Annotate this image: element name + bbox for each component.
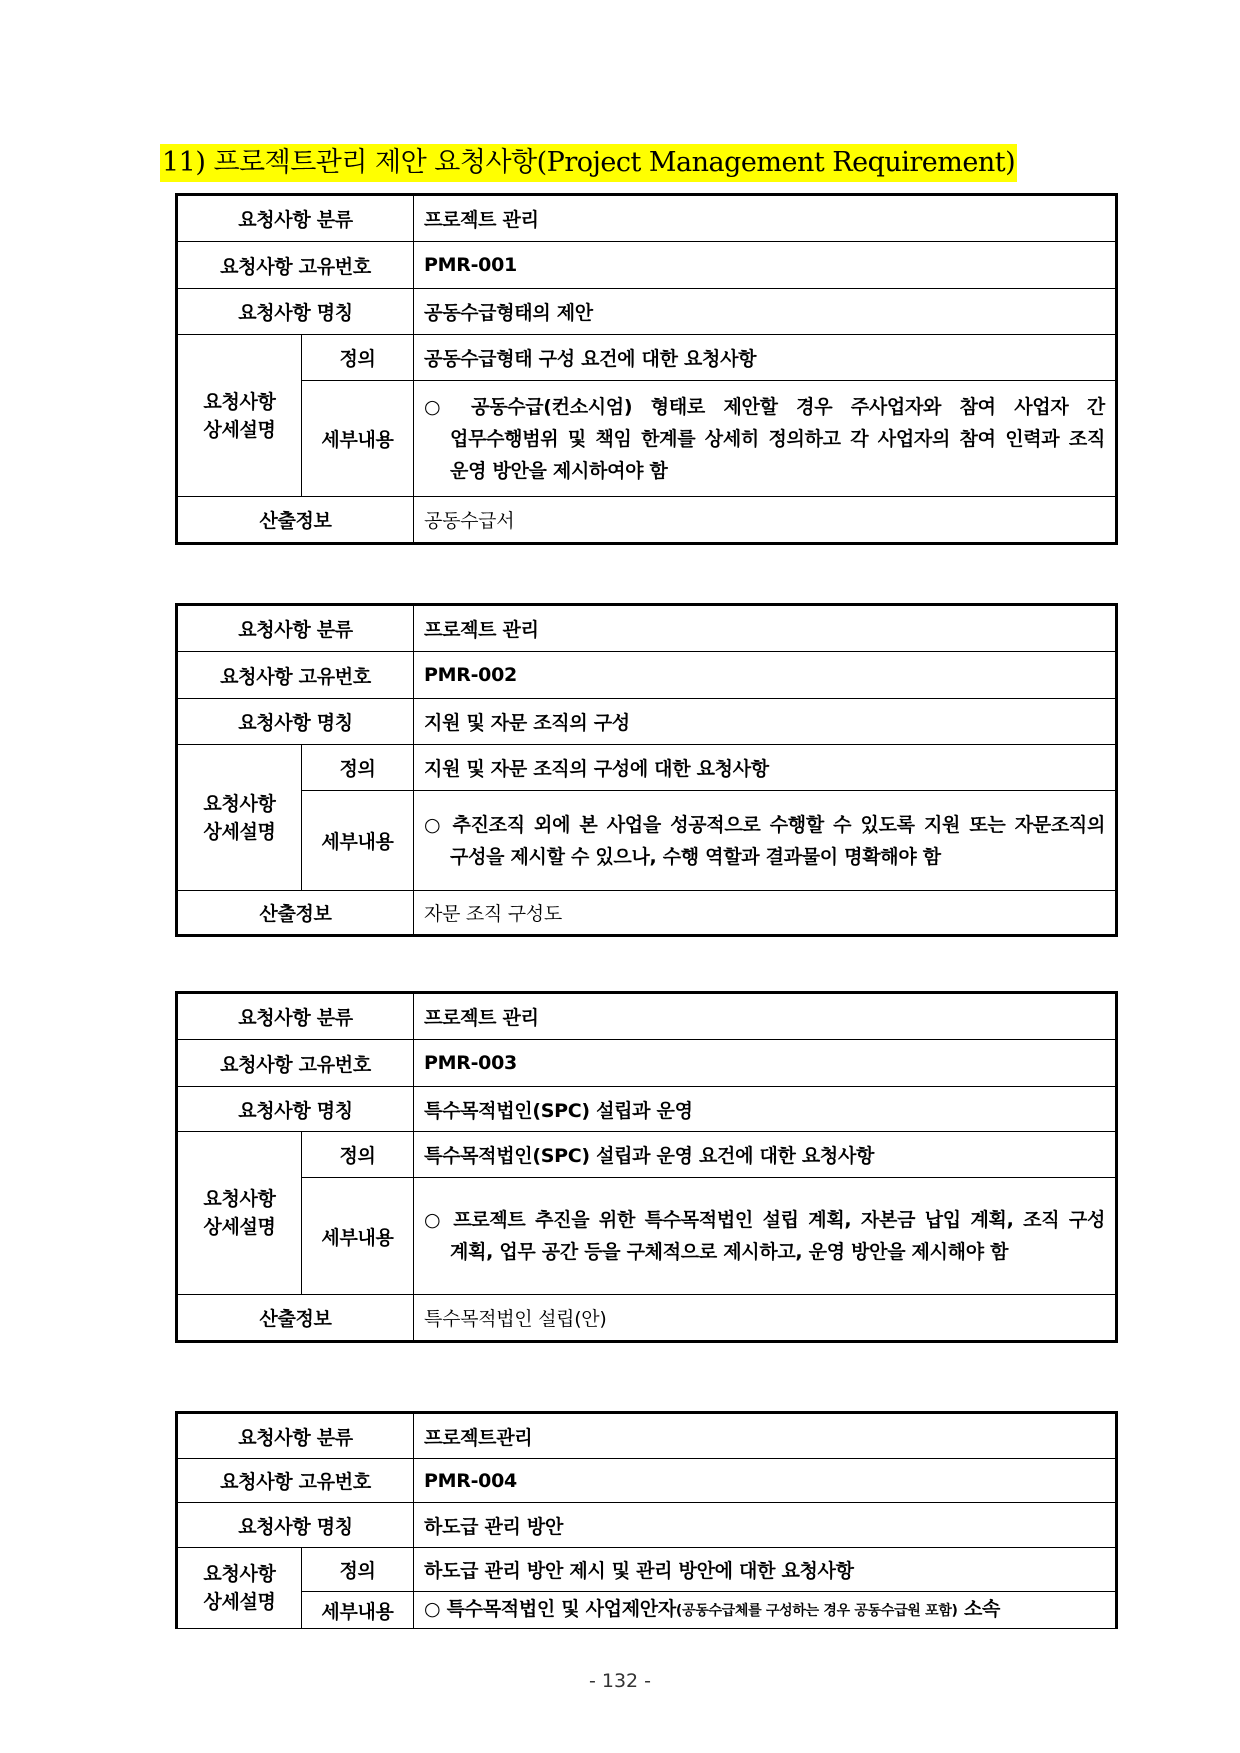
definition-label: 정의 [302,335,414,381]
details-cell [414,791,1117,891]
id-value: PMR-002 [414,652,1117,699]
requirement-table [175,603,1118,937]
id-label: 요청사항 고유번호 [177,652,414,699]
definition-label: 정의 [302,1132,414,1178]
detail-group-text: 요청사항 상세설명 [203,390,276,441]
details-cell [414,381,1117,497]
name-value: 특수목적법인(SPC) 설립과 운영 [414,1087,1117,1132]
id-label: 요청사항 고유번호 [177,1459,414,1503]
detail-group-text: 요청사항 상세설명 [203,1563,276,1613]
page-number: - 132 - [588,1670,652,1692]
requirement-table [175,1411,1118,1629]
category-label: 요청사항 분류 [177,993,414,1040]
requirement-table [175,193,1118,545]
details-small: (공동수급체를 구성하는 경우 공동수급원 포함) [675,1603,958,1619]
details-value: 공동수급(컨소시엄) 형태로 제안할 경우 주사업자와 참여 사업자 간 업무수행범위 및 책임 한계를 상세히 정의하고 각 사업자의 참여 인력과 조직 운영 방안을 제시하여야 함 [450,395,1105,482]
details-cell [414,1178,1117,1295]
details-label: 세부내용 [302,1592,414,1629]
details-text [424,1204,1105,1268]
id-label: 요청사항 고유번호 [177,242,414,289]
details-label: 세부내용 [302,791,414,891]
definition-value: 특수목적법인(SPC) 설립과 운영 요건에 대한 요청사항 [414,1132,1117,1178]
details-value: 프로젝트 추진을 위한 특수목적법인 설립 계획, 자본금 납입 계획, 조직 구성 계획, 업무 공간 등을 구체적으로 제시하고, 운영 방안을 제시해야 함 [450,1209,1105,1263]
category-value: 프로젝트 관리 [414,605,1117,652]
name-value: 지원 및 자문 조직의 구성 [414,699,1117,745]
output-value: 공동수급서 [414,497,1117,544]
category-value: 프로젝트 관리 [414,195,1117,242]
requirement-table [175,991,1118,1343]
definition-label: 정의 [302,1548,414,1592]
category-label: 요청사항 분류 [177,1413,414,1459]
details-label: 세부내용 [302,381,414,497]
id-value: PMR-003 [414,1040,1117,1087]
name-label: 요청사항 명칭 [177,699,414,745]
category-value: 프로젝트관리 [414,1413,1117,1459]
details-value: 특수목적법인 및 사업제안자 [446,1598,676,1620]
bullet-icon: ○ [424,395,453,418]
detail-group-label [177,745,302,891]
definition-value: 지원 및 자문 조직의 구성에 대한 요청사항 [414,745,1117,791]
bullet-icon: ○ [424,1209,444,1231]
name-value: 하도급 관리 방안 [414,1503,1117,1548]
details-text [424,1593,1105,1627]
details-value: 추진조직 외에 본 사업을 성공적으로 수행할 수 있도록 지원 또는 자문조직의 구성을 제시할 수 있으나, 수행 역할과 결과물이 명확해야 함 [450,813,1105,868]
id-value: PMR-004 [414,1459,1117,1503]
details-cell [414,1592,1117,1629]
output-label: 산출정보 [177,1295,414,1342]
detail-group-text: 요청사항 상세설명 [203,1188,276,1238]
detail-group-text: 요청사항 상세설명 [203,792,276,843]
name-label: 요청사항 명칭 [177,1087,414,1132]
category-value: 프로젝트 관리 [414,993,1117,1040]
output-value: 자문 조직 구성도 [414,891,1117,936]
detail-group-label [177,335,302,497]
output-label: 산출정보 [177,891,414,936]
bullet-icon: ○ [424,813,444,836]
details-tail: 소속 [957,1598,1001,1620]
definition-value: 하도급 관리 방안 제시 및 관리 방안에 대한 요청사항 [414,1548,1117,1592]
section-title: 11) 프로젝트관리 제안 요청사항(Project Management Requirement) [160,144,1017,182]
category-label: 요청사항 분류 [177,605,414,652]
output-value: 특수목적법인 설립(안) [414,1295,1117,1342]
detail-group-label [177,1132,302,1295]
details-label: 세부내용 [302,1178,414,1295]
definition-label: 정의 [302,745,414,791]
name-value: 공동수급형태의 제안 [414,289,1117,335]
bullet-icon: ○ [424,1598,441,1620]
detail-group-label [177,1548,302,1629]
name-label: 요청사항 명칭 [177,1503,414,1548]
details-text [424,391,1105,487]
definition-value: 공동수급형태 구성 요건에 대한 요청사항 [414,335,1117,381]
id-label: 요청사항 고유번호 [177,1040,414,1087]
category-label: 요청사항 분류 [177,195,414,242]
details-text [424,809,1105,873]
name-label: 요청사항 명칭 [177,289,414,335]
output-label: 산출정보 [177,497,414,544]
id-value: PMR-001 [414,242,1117,289]
